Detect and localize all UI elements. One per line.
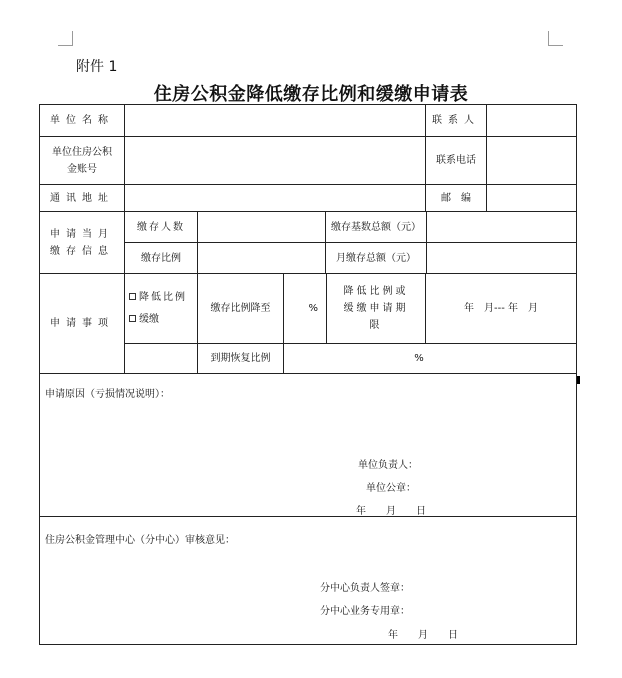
period-field[interactable]: 年 月--- 年 月: [425, 273, 577, 344]
page-corner-mark-right: [548, 31, 563, 46]
monthly-deposit-total-label: 月缴存总额（元）: [325, 242, 427, 274]
defer-checkbox[interactable]: [129, 315, 136, 322]
current-month-label-line2: 缴存信息: [50, 245, 114, 257]
unit-head-label: 单位负责人：: [358, 460, 418, 471]
reason-date: 年 月 日: [356, 506, 426, 517]
address-field[interactable]: [124, 184, 426, 212]
page-corner-mark-left: [58, 31, 73, 46]
branch-seal-label: 分中心业务专用章：: [320, 606, 410, 617]
period-label-line3: 限: [369, 320, 383, 331]
current-month-label-line1: 申请当月: [50, 228, 114, 240]
restore-ratio-label: 到期恢复比例: [197, 343, 284, 374]
monthly-deposit-total-field[interactable]: [426, 242, 577, 274]
postcode-label: 邮 编: [425, 184, 487, 212]
fund-account-field[interactable]: [124, 136, 426, 185]
deposit-base-total-field[interactable]: [426, 211, 577, 243]
fund-account-label-line2: 金账号: [67, 163, 97, 175]
address-label: 通讯地址: [39, 184, 125, 212]
deposit-count-field[interactable]: [197, 211, 326, 243]
contact-phone-label: 联系电话: [425, 136, 487, 185]
fund-account-label-line1: 单位住房公积: [52, 146, 112, 158]
form-title: 住房公积金降低缴存比例和缓缴申请表: [153, 84, 469, 105]
unit-name-label: 单位名称: [39, 104, 125, 137]
deposit-count-label: 缴存人数: [124, 211, 198, 243]
application-items-label: 申请事项: [39, 273, 125, 374]
period-label: [326, 273, 426, 344]
review-date: 年 月 日: [388, 630, 458, 641]
period-label-line2: 缓缴申请期: [343, 303, 409, 314]
review-label: 住房公积金管理中心（分中心）审核意见：: [45, 535, 235, 546]
reason-label: 申请原因（亏损情况说明）：: [45, 389, 170, 400]
contact-person-field[interactable]: [486, 104, 577, 137]
deposit-ratio-label: 缴存比例: [124, 242, 198, 274]
application-options: [124, 273, 198, 344]
contact-person-label: 联系人: [425, 104, 487, 137]
deposit-ratio-field[interactable]: [197, 242, 326, 274]
ratio-percent-sign: %: [308, 303, 318, 314]
contact-phone-field[interactable]: [486, 136, 577, 185]
branch-head-sign-label: 分中心负责人签章：: [320, 583, 410, 594]
unit-name-field[interactable]: [124, 104, 426, 137]
option-defer-label: 缓缴: [139, 313, 159, 325]
attachment-label: 附件 1: [76, 59, 118, 75]
deposit-base-total-label: 缴存基数总额（元）: [325, 211, 427, 243]
option-reduce-ratio-label: 降低比例: [139, 291, 187, 303]
ratio-reduced-to-field[interactable]: [283, 273, 327, 344]
application-form-table: [40, 105, 578, 646]
period-label-line1: 降低比例或: [343, 286, 409, 297]
current-month-label: [39, 211, 125, 274]
restore-percent-sign: %: [414, 353, 424, 364]
unit-seal-label: 单位公章：: [366, 483, 416, 494]
postcode-field[interactable]: [486, 184, 577, 212]
option-defer[interactable]: [129, 309, 187, 331]
fund-account-label: [39, 136, 125, 185]
ratio-reduced-to-label: 缴存比例降至: [197, 273, 284, 344]
option-reduce-ratio[interactable]: [129, 287, 187, 309]
reduce-ratio-checkbox[interactable]: [129, 293, 136, 300]
restore-ratio-field[interactable]: [283, 343, 577, 374]
